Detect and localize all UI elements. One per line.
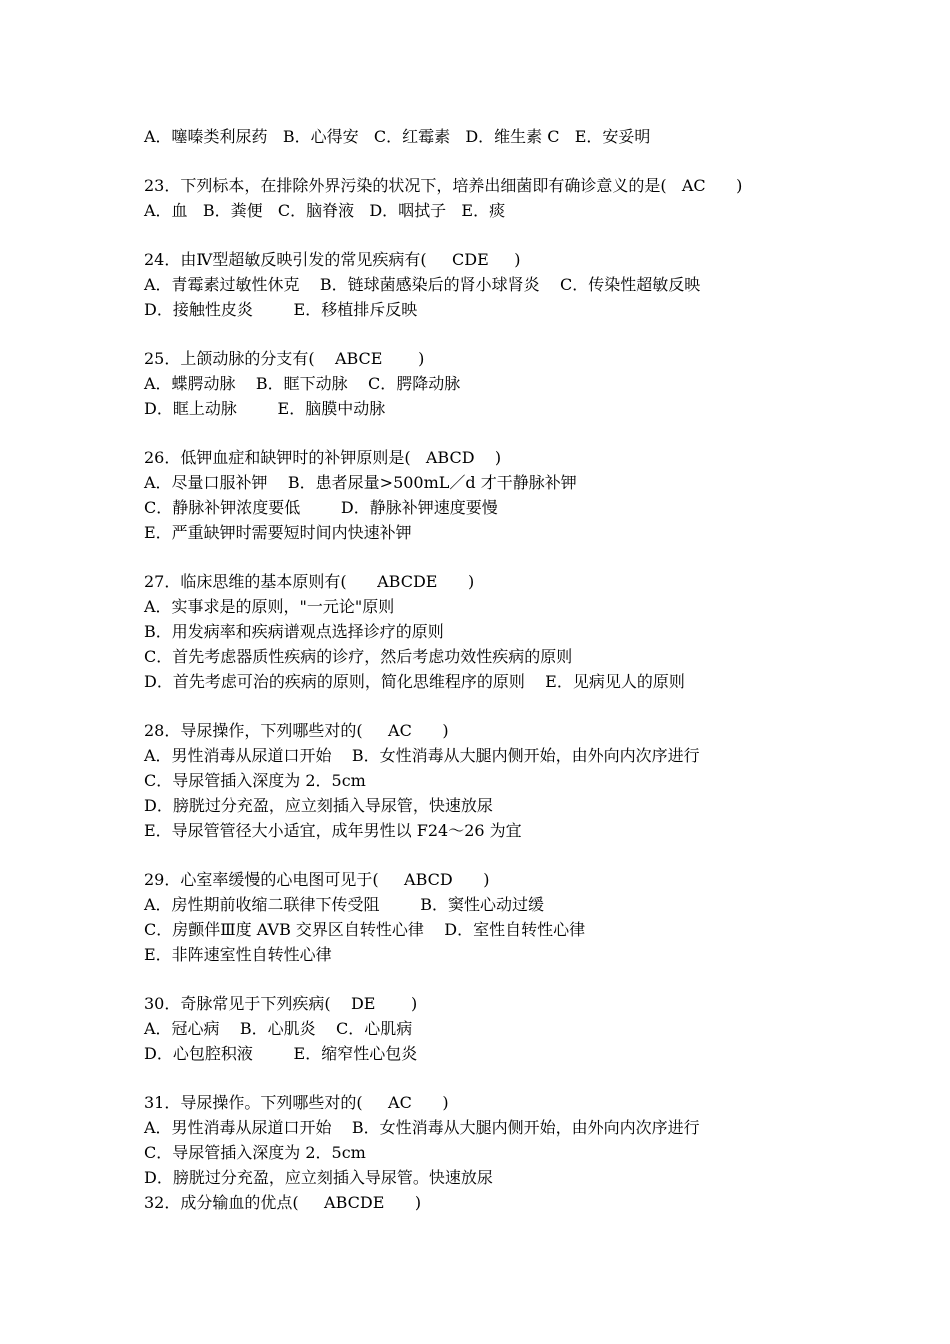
option-line: D．眶上动脉 E．脑膜中动脉 — [144, 399, 386, 418]
paragraph-gap — [144, 149, 844, 173]
option-line: A．男性消毒从尿道口开始 B．女性消毒从大腿内侧开始，由外向内次序进行 — [144, 746, 700, 765]
option-line: A．噻嗪类利尿药 B．心得安 C．红霉素 D．维生素 C E．安妥明 — [144, 127, 651, 146]
option-line: D．首先考虑可治的疾病的原则，简化思维程序的原则 E．见病见人的原则 — [144, 672, 685, 691]
option-line: A．血 B．粪便 C．脑脊液 D．咽拭子 E．痰 — [144, 201, 506, 220]
option-line: E．导尿管管径大小适宜，成年男性以 F24～26 为宜 — [144, 821, 522, 840]
question-26: 26．低钾血症和缺钾时的补钾原则是( ABCD ) — [144, 448, 502, 467]
paragraph-gap — [144, 545, 844, 569]
question-30: 30．奇脉常见于下列疾病( DE ) — [144, 994, 418, 1013]
question-24: 24．由Ⅳ型超敏反映引发的常见疾病有( CDE ) — [144, 250, 521, 269]
paragraph-gap — [144, 322, 844, 346]
paragraph-gap — [144, 694, 844, 718]
question-32: 32．成分输血的优点( ABCDE ) — [144, 1193, 422, 1212]
option-line: D．膀胱过分充盈，应立刻插入导尿管。快速放尿 — [144, 1168, 493, 1187]
option-line: A．冠心病 B．心肌炎 C．心肌病 — [144, 1019, 413, 1038]
document-body — [144, 124, 844, 1215]
paragraph-gap — [144, 421, 844, 445]
option-line: B．用发病率和疾病谱观点选择诊疗的原则 — [144, 622, 444, 641]
option-line: C．导尿管插入深度为 2．5cm — [144, 1143, 366, 1162]
paragraph-gap — [144, 223, 844, 247]
option-line: A．蝶腭动脉 B．眶下动脉 C．腭降动脉 — [144, 374, 461, 393]
question-31: 31．导尿操作。下列哪些对的( AC ) — [144, 1093, 449, 1112]
question-29: 29．心室率缓慢的心电图可见于( ABCD ) — [144, 870, 490, 889]
option-line: D．膀胱过分充盈，应立刻插入导尿管，快速放尿 — [144, 796, 493, 815]
option-line: D．心包腔积液 E．缩窄性心包炎 — [144, 1044, 418, 1063]
question-25: 25．上颌动脉的分支有( ABCE ) — [144, 349, 425, 368]
option-line: C．导尿管插入深度为 2．5cm — [144, 771, 366, 790]
option-line: D．接触性皮炎 E．移植排斥反映 — [144, 300, 418, 319]
paragraph-gap — [144, 967, 844, 991]
question-28: 28．导尿操作，下列哪些对的( AC ) — [144, 721, 449, 740]
option-line: E．非阵速室性自转性心律 — [144, 945, 332, 964]
option-line: A．男性消毒从尿道口开始 B．女性消毒从大腿内侧开始，由外向内次序进行 — [144, 1118, 700, 1137]
option-line: A．实事求是的原则，"一元论"原则 — [144, 597, 395, 616]
option-line: C．首先考虑器质性疾病的诊疗，然后考虑功效性疾病的原则 — [144, 647, 573, 666]
option-line: C．房颤伴Ⅲ度 AVB 交界区自转性心律 D．室性自转性心律 — [144, 920, 586, 939]
question-23: 23．下列标本，在排除外界污染的状况下，培养出细菌即有确诊意义的是( AC ) — [144, 176, 743, 195]
paragraph-gap — [144, 843, 844, 867]
option-line: A．尽量口服补钾 B．患者尿量>500mL／d 才干静脉补钾 — [144, 473, 577, 492]
paragraph-gap — [144, 1066, 844, 1090]
question-27: 27．临床思维的基本原则有( ABCDE ) — [144, 572, 475, 591]
option-line: C．静脉补钾浓度要低 D．静脉补钾速度要慢 — [144, 498, 498, 517]
option-line: E．严重缺钾时需要短时间内快速补钾 — [144, 523, 412, 542]
option-line: A．房性期前收缩二联律下传受阻 B．窦性心动过缓 — [144, 895, 545, 914]
option-line: A．青霉素过敏性休克 B．链球菌感染后的肾小球肾炎 C．传染性超敏反映 — [144, 275, 701, 294]
